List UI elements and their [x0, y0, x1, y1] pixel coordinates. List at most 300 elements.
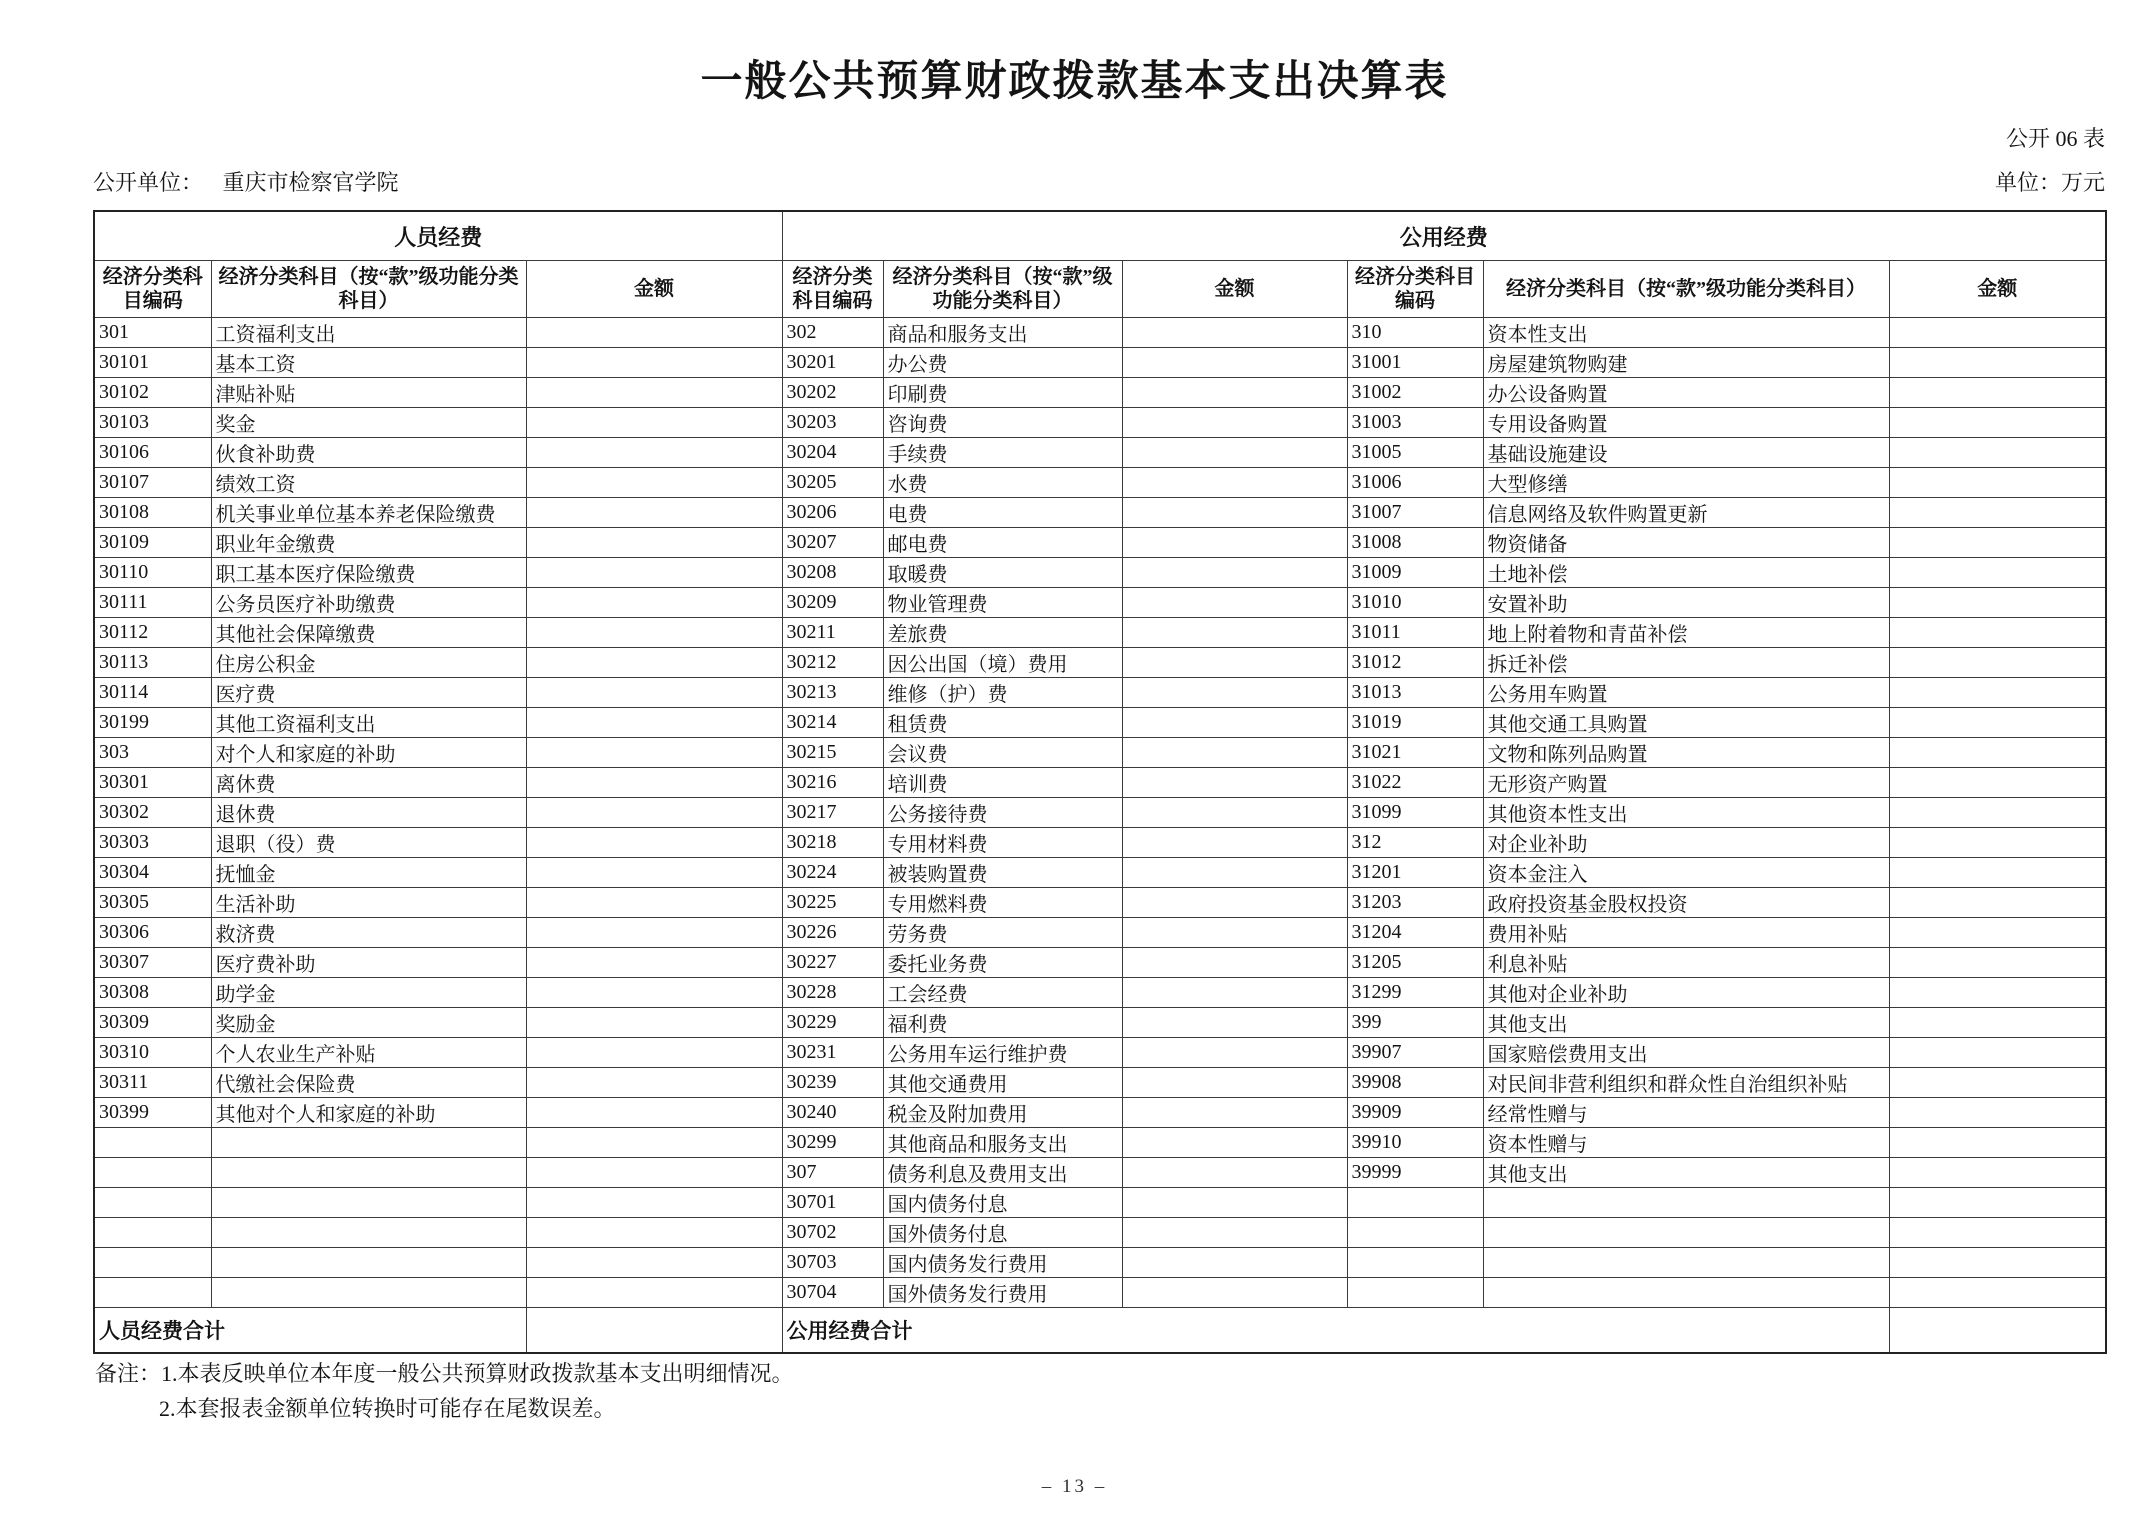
amount-cell [526, 918, 782, 948]
amount-cell [526, 468, 782, 498]
subject-cell: 委托业务费 [883, 948, 1122, 978]
amount-cell [1889, 1218, 2106, 1248]
amount-cell [1122, 1218, 1347, 1248]
amount-cell [1122, 798, 1347, 828]
subject-cell: 其他交通工具购置 [1483, 708, 1889, 738]
code-cell: 30701 [782, 1188, 883, 1218]
code-cell: 31009 [1347, 558, 1483, 588]
code-cell [94, 1248, 211, 1278]
code-cell: 30702 [782, 1218, 883, 1248]
amount-cell [1122, 858, 1347, 888]
subject-cell: 工会经费 [883, 978, 1122, 1008]
code-cell: 30299 [782, 1128, 883, 1158]
subject-cell [211, 1158, 526, 1188]
amount-cell [1122, 948, 1347, 978]
subject-cell: 经常性赠与 [1483, 1098, 1889, 1128]
code-cell: 30309 [94, 1008, 211, 1038]
amount-cell [526, 498, 782, 528]
amount-cell [526, 768, 782, 798]
code-cell: 30206 [782, 498, 883, 528]
code-cell: 30215 [782, 738, 883, 768]
subject-cell: 退休费 [211, 798, 526, 828]
subject-cell: 职业年金缴费 [211, 528, 526, 558]
amount-cell [526, 1008, 782, 1038]
amount-cell [526, 648, 782, 678]
subject-cell: 医疗费补助 [211, 948, 526, 978]
code-cell: 31201 [1347, 858, 1483, 888]
code-cell: 30199 [94, 708, 211, 738]
subject-cell: 电费 [883, 498, 1122, 528]
subject-cell: 绩效工资 [211, 468, 526, 498]
code-cell: 30217 [782, 798, 883, 828]
code-cell: 31008 [1347, 528, 1483, 558]
code-cell: 31003 [1347, 408, 1483, 438]
code-cell: 31299 [1347, 978, 1483, 1008]
subject-cell: 津贴补贴 [211, 378, 526, 408]
code-cell: 30106 [94, 438, 211, 468]
code-cell: 30704 [782, 1278, 883, 1308]
subject-cell [211, 1128, 526, 1158]
code-cell: 30207 [782, 528, 883, 558]
table-row [94, 828, 2106, 858]
subject-cell: 水费 [883, 468, 1122, 498]
amount-cell [1889, 978, 2106, 1008]
code-cell: 30112 [94, 618, 211, 648]
code-cell: 30107 [94, 468, 211, 498]
amount-cell [1889, 318, 2106, 348]
amount-cell [1889, 1128, 2106, 1158]
code-cell: 30301 [94, 768, 211, 798]
amount-cell [526, 588, 782, 618]
amount-cell [1122, 1038, 1347, 1068]
amount-cell [1889, 558, 2106, 588]
code-cell: 30240 [782, 1098, 883, 1128]
code-cell [94, 1188, 211, 1218]
code-cell: 303 [94, 738, 211, 768]
group-header-row [94, 211, 2106, 261]
publisher-unit-label: 公开单位： [93, 170, 204, 195]
amount-cell [1122, 1248, 1347, 1278]
amount-cell [1889, 618, 2106, 648]
subject-cell: 基础设施建设 [1483, 438, 1889, 468]
amount-cell [1122, 738, 1347, 768]
amount-cell [1122, 828, 1347, 858]
amount-cell [526, 378, 782, 408]
personnel-total-amount [526, 1308, 782, 1353]
amount-cell [526, 678, 782, 708]
amount-cell [1889, 888, 2106, 918]
code-cell: 30228 [782, 978, 883, 1008]
code-cell [94, 1278, 211, 1308]
public-total-label: 公用经费合计 [782, 1308, 1889, 1353]
subject-cell: 维修（护）费 [883, 678, 1122, 708]
table-code-label: 公开 06 表 [2005, 126, 2105, 151]
subject-cell: 差旅费 [883, 618, 1122, 648]
amount-cell [526, 978, 782, 1008]
subject-cell: 医疗费 [211, 678, 526, 708]
amount-cell [1889, 918, 2106, 948]
code-cell: 31022 [1347, 768, 1483, 798]
table-row [94, 678, 2106, 708]
amount-cell [526, 1188, 782, 1218]
amount-cell [1889, 648, 2106, 678]
amount-cell [1122, 588, 1347, 618]
table-row [94, 1128, 2106, 1158]
col-header-right-subject: 经济分类科目（按“款”级功能分类科目） [1483, 261, 1889, 318]
subject-cell: 福利费 [883, 1008, 1122, 1038]
amount-cell [526, 858, 782, 888]
subject-cell: 专用燃料费 [883, 888, 1122, 918]
code-cell: 30212 [782, 648, 883, 678]
subject-cell: 利息补贴 [1483, 948, 1889, 978]
table-row [94, 768, 2106, 798]
subject-cell: 文物和陈列品购置 [1483, 738, 1889, 768]
code-cell: 31021 [1347, 738, 1483, 768]
code-cell: 310 [1347, 318, 1483, 348]
code-cell: 39909 [1347, 1098, 1483, 1128]
amount-cell [526, 1038, 782, 1068]
subject-cell: 对民间非营利组织和群众性自治组织补贴 [1483, 1068, 1889, 1098]
code-cell: 31205 [1347, 948, 1483, 978]
amount-cell [526, 738, 782, 768]
amount-cell [1889, 828, 2106, 858]
subject-cell: 培训费 [883, 768, 1122, 798]
subject-cell: 物业管理费 [883, 588, 1122, 618]
amount-cell [1889, 588, 2106, 618]
code-cell: 30109 [94, 528, 211, 558]
code-cell: 30202 [782, 378, 883, 408]
subject-cell: 其他支出 [1483, 1008, 1889, 1038]
subject-cell: 公务用车购置 [1483, 678, 1889, 708]
subject-cell: 离休费 [211, 768, 526, 798]
subject-cell: 租赁费 [883, 708, 1122, 738]
note-line-1: 备注：1.本表反映单位本年度一般公共预算财政拨款基本支出明细情况。 [95, 1361, 794, 1386]
amount-cell [526, 1218, 782, 1248]
subject-cell: 对企业补助 [1483, 828, 1889, 858]
subject-cell: 生活补助 [211, 888, 526, 918]
amount-cell [1122, 678, 1347, 708]
code-cell: 30205 [782, 468, 883, 498]
code-cell: 30110 [94, 558, 211, 588]
amount-cell [526, 948, 782, 978]
amount-cell [1889, 708, 2106, 738]
subject-cell: 信息网络及软件购置更新 [1483, 498, 1889, 528]
code-cell: 39999 [1347, 1158, 1483, 1188]
code-cell: 31204 [1347, 918, 1483, 948]
totals-row [94, 1308, 2106, 1353]
table-row [94, 1098, 2106, 1128]
amount-cell [1889, 768, 2106, 798]
subject-cell [211, 1188, 526, 1218]
table-row [94, 408, 2106, 438]
amount-cell [1889, 738, 2106, 768]
subject-cell: 被装购置费 [883, 858, 1122, 888]
code-cell: 31013 [1347, 678, 1483, 708]
code-cell: 39910 [1347, 1128, 1483, 1158]
subject-cell [1483, 1218, 1889, 1248]
subject-cell: 国内债务付息 [883, 1188, 1122, 1218]
amount-cell [1122, 918, 1347, 948]
subject-cell: 安置补助 [1483, 588, 1889, 618]
code-cell: 30310 [94, 1038, 211, 1068]
amount-cell [1889, 1248, 2106, 1278]
subject-cell: 物资储备 [1483, 528, 1889, 558]
amount-cell [1122, 1158, 1347, 1188]
table-row [94, 588, 2106, 618]
code-cell: 30208 [782, 558, 883, 588]
code-cell: 30305 [94, 888, 211, 918]
code-cell: 30201 [782, 348, 883, 378]
subject-cell: 奖励金 [211, 1008, 526, 1038]
table-row [94, 378, 2106, 408]
table-row [94, 438, 2106, 468]
code-cell: 39908 [1347, 1068, 1483, 1098]
subject-cell: 专用材料费 [883, 828, 1122, 858]
amount-cell [1122, 1278, 1347, 1308]
amount-cell [1889, 1038, 2106, 1068]
public-total-amount [1889, 1308, 2106, 1353]
table-row [94, 528, 2106, 558]
subject-cell: 其他对企业补助 [1483, 978, 1889, 1008]
amount-cell [1122, 768, 1347, 798]
amount-cell [526, 528, 782, 558]
code-cell [1347, 1248, 1483, 1278]
budget-expenditure-table [93, 210, 2107, 1354]
table-row [94, 618, 2106, 648]
subject-cell: 国内债务发行费用 [883, 1248, 1122, 1278]
subject-cell: 咨询费 [883, 408, 1122, 438]
code-cell: 30307 [94, 948, 211, 978]
subject-cell: 工资福利支出 [211, 318, 526, 348]
code-cell [94, 1128, 211, 1158]
subject-cell: 国外债务发行费用 [883, 1278, 1122, 1308]
code-cell: 30214 [782, 708, 883, 738]
code-cell: 399 [1347, 1008, 1483, 1038]
subject-cell: 机关事业单位基本养老保险缴费 [211, 498, 526, 528]
table-row [94, 468, 2106, 498]
subject-cell: 国外债务付息 [883, 1218, 1122, 1248]
amount-cell [1122, 318, 1347, 348]
subject-cell: 会议费 [883, 738, 1122, 768]
code-cell [94, 1218, 211, 1248]
table-row [94, 648, 2106, 678]
code-cell: 302 [782, 318, 883, 348]
amount-cell [1122, 468, 1347, 498]
amount-cell [526, 1158, 782, 1188]
col-header-right-amount: 金额 [1889, 261, 2106, 318]
code-cell: 31012 [1347, 648, 1483, 678]
subject-cell: 邮电费 [883, 528, 1122, 558]
amount-cell [526, 558, 782, 588]
table-row [94, 1278, 2106, 1308]
code-cell: 30203 [782, 408, 883, 438]
code-cell: 31006 [1347, 468, 1483, 498]
table-row [94, 738, 2106, 768]
amount-cell [1889, 1098, 2106, 1128]
col-header-right-code: 经济分类科目编码 [1347, 261, 1483, 318]
code-cell: 31010 [1347, 588, 1483, 618]
code-cell: 31001 [1347, 348, 1483, 378]
amount-cell [1122, 528, 1347, 558]
amount-cell [1122, 1098, 1347, 1128]
subject-cell: 抚恤金 [211, 858, 526, 888]
subject-cell: 办公费 [883, 348, 1122, 378]
code-cell [1347, 1188, 1483, 1218]
subject-cell: 政府投资基金股权投资 [1483, 888, 1889, 918]
code-cell: 307 [782, 1158, 883, 1188]
subject-cell: 代缴社会保险费 [211, 1068, 526, 1098]
subject-cell: 奖金 [211, 408, 526, 438]
code-cell: 30224 [782, 858, 883, 888]
code-cell [1347, 1278, 1483, 1308]
code-cell: 39907 [1347, 1038, 1483, 1068]
amount-cell [1122, 978, 1347, 1008]
table-row [94, 348, 2106, 378]
subject-cell [1483, 1278, 1889, 1308]
note-line-2: 2.本套报表金额单位转换时可能存在尾数误差。 [159, 1396, 616, 1422]
table-row [94, 558, 2106, 588]
code-cell: 30311 [94, 1068, 211, 1098]
subject-cell: 其他社会保障缴费 [211, 618, 526, 648]
subject-cell: 其他商品和服务支出 [883, 1128, 1122, 1158]
subject-cell: 劳务费 [883, 918, 1122, 948]
code-cell: 301 [94, 318, 211, 348]
code-cell: 30239 [782, 1068, 883, 1098]
subject-cell: 资本金注入 [1483, 858, 1889, 888]
amount-cell [526, 828, 782, 858]
subject-cell: 办公设备购置 [1483, 378, 1889, 408]
subject-cell: 其他工资福利支出 [211, 708, 526, 738]
group-header-personnel-costs: 人员经费 [94, 211, 782, 261]
code-cell: 31203 [1347, 888, 1483, 918]
code-cell: 30101 [94, 348, 211, 378]
code-cell: 30303 [94, 828, 211, 858]
subject-cell: 资本性赠与 [1483, 1128, 1889, 1158]
subject-cell: 税金及附加费用 [883, 1098, 1122, 1128]
subject-cell [211, 1248, 526, 1278]
subject-cell: 救济费 [211, 918, 526, 948]
amount-cell [1122, 648, 1347, 678]
table-row [94, 708, 2106, 738]
code-cell: 31002 [1347, 378, 1483, 408]
amount-cell [1889, 498, 2106, 528]
amount-cell [1889, 678, 2106, 708]
amount-cell [1122, 618, 1347, 648]
subject-cell: 费用补贴 [1483, 918, 1889, 948]
subject-cell [1483, 1188, 1889, 1218]
amount-cell [1889, 378, 2106, 408]
code-cell: 30114 [94, 678, 211, 708]
table-row [94, 498, 2106, 528]
subject-cell: 公务用车运行维护费 [883, 1038, 1122, 1068]
subject-cell: 基本工资 [211, 348, 526, 378]
amount-cell [1889, 408, 2106, 438]
table-row [94, 978, 2106, 1008]
subject-cell: 退职（役）费 [211, 828, 526, 858]
amount-cell [1889, 1188, 2106, 1218]
amount-cell [1122, 348, 1347, 378]
publisher-unit [93, 166, 413, 197]
amount-cell [526, 1128, 782, 1158]
amount-cell [1122, 708, 1347, 738]
subject-cell: 因公出国（境）费用 [883, 648, 1122, 678]
table-row [94, 1068, 2106, 1098]
amount-cell [526, 618, 782, 648]
code-cell: 31019 [1347, 708, 1483, 738]
subject-cell: 对个人和家庭的补助 [211, 738, 526, 768]
amount-cell [526, 408, 782, 438]
amount-cell [1889, 858, 2106, 888]
code-cell: 30111 [94, 588, 211, 618]
code-cell: 31007 [1347, 498, 1483, 528]
amount-cell [526, 438, 782, 468]
table-row [94, 318, 2106, 348]
amount-cell [526, 798, 782, 828]
code-cell: 31011 [1347, 618, 1483, 648]
amount-cell [1889, 468, 2106, 498]
code-cell: 30304 [94, 858, 211, 888]
amount-cell [1889, 1068, 2106, 1098]
subject-cell: 资本性支出 [1483, 318, 1889, 348]
subject-cell: 其他对个人和家庭的补助 [211, 1098, 526, 1128]
group-header-public-costs: 公用经费 [782, 211, 2106, 261]
code-cell: 30229 [782, 1008, 883, 1038]
amount-cell [1122, 1188, 1347, 1218]
amount-cell [526, 1248, 782, 1278]
code-cell: 30306 [94, 918, 211, 948]
code-cell: 30103 [94, 408, 211, 438]
subject-cell: 伙食补助费 [211, 438, 526, 468]
subject-cell: 专用设备购置 [1483, 408, 1889, 438]
table-row [94, 1188, 2106, 1218]
table-row [94, 1008, 2106, 1038]
subject-cell: 取暖费 [883, 558, 1122, 588]
column-header-row [94, 261, 2106, 318]
amount-cell [1889, 528, 2106, 558]
subject-cell: 其他资本性支出 [1483, 798, 1889, 828]
table-row [94, 888, 2106, 918]
amount-cell [1122, 438, 1347, 468]
amount-cell [526, 318, 782, 348]
amount-cell [1889, 1158, 2106, 1188]
amount-cell [526, 1098, 782, 1128]
code-cell: 30226 [782, 918, 883, 948]
subject-cell: 住房公积金 [211, 648, 526, 678]
code-cell [1347, 1218, 1483, 1248]
table-row [94, 918, 2106, 948]
code-cell: 30399 [94, 1098, 211, 1128]
col-header-left-code: 经济分类科目编码 [94, 261, 211, 318]
subject-cell: 个人农业生产补贴 [211, 1038, 526, 1068]
subject-cell: 地上附着物和青苗补偿 [1483, 618, 1889, 648]
subject-cell: 公务员医疗补助缴费 [211, 588, 526, 618]
footnotes [95, 1356, 794, 1426]
subject-cell: 拆迁补偿 [1483, 648, 1889, 678]
amount-cell [526, 888, 782, 918]
amount-cell [1122, 1068, 1347, 1098]
code-cell: 31099 [1347, 798, 1483, 828]
code-cell: 30703 [782, 1248, 883, 1278]
subject-cell: 债务利息及费用支出 [883, 1158, 1122, 1188]
table-row [94, 1158, 2106, 1188]
amount-cell [526, 708, 782, 738]
subject-cell: 无形资产购置 [1483, 768, 1889, 798]
amount-cell [1889, 798, 2106, 828]
code-cell [94, 1158, 211, 1188]
code-cell: 30216 [782, 768, 883, 798]
amount-cell [1889, 1008, 2106, 1038]
subject-cell: 职工基本医疗保险缴费 [211, 558, 526, 588]
